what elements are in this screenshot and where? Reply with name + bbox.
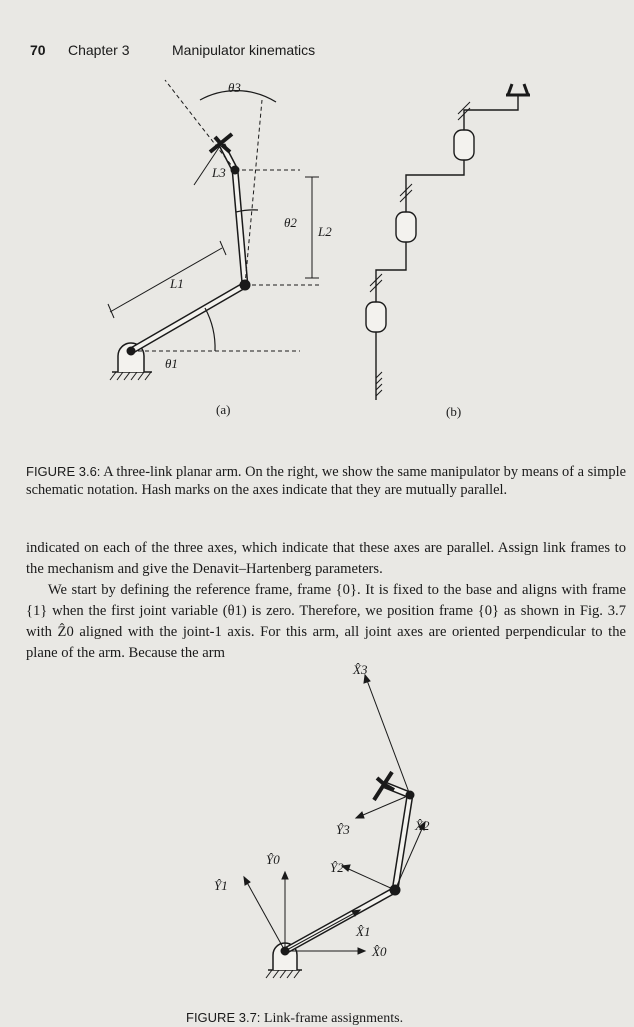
joint-3-cylinder bbox=[454, 130, 474, 160]
label-Y0: Ŷ0 bbox=[266, 852, 280, 867]
section-title: Manipulator kinematics bbox=[172, 42, 316, 58]
label-L2: L2 bbox=[318, 224, 332, 239]
link-1-inner bbox=[131, 285, 245, 351]
link-3-schematic bbox=[464, 95, 518, 130]
label-X2: X̂2 bbox=[415, 818, 430, 833]
frame-3-axes bbox=[356, 675, 410, 818]
theta1-arc bbox=[205, 308, 215, 351]
label-Y3: Ŷ3 bbox=[336, 822, 350, 837]
running-header bbox=[30, 42, 610, 64]
joint-2-cylinder bbox=[396, 212, 416, 242]
figure-3-7-arm bbox=[244, 675, 425, 978]
label-theta2: θ2 bbox=[284, 215, 297, 230]
gripper-schematic bbox=[506, 84, 530, 95]
figure-3-7-caption-label: FIGURE 3.7: bbox=[186, 1010, 261, 1025]
figure-3-6a-three-link-arm bbox=[108, 80, 320, 380]
label-X0: X̂0 bbox=[372, 944, 387, 959]
figure-3-6b-schematic bbox=[366, 84, 530, 400]
figure-3-7-caption-text: Link-frame assignments. bbox=[263, 1011, 404, 1026]
label-L1: L1 bbox=[170, 276, 184, 291]
frame-2-axes bbox=[342, 822, 425, 890]
label-theta3: θ3 bbox=[228, 80, 241, 95]
figure-3-7-caption bbox=[186, 1010, 486, 1027]
page-number: 70 bbox=[30, 42, 46, 58]
label-X3: X̂3 bbox=[353, 662, 368, 677]
figure-3-7 bbox=[0, 640, 634, 1005]
figure-3-6 bbox=[0, 70, 634, 455]
f37-ground-hatch bbox=[266, 970, 300, 978]
axis-1-hatch bbox=[376, 372, 382, 396]
L1-dimension bbox=[110, 248, 222, 312]
label-theta1: θ1 bbox=[165, 356, 178, 371]
parallel-hash-marks bbox=[370, 102, 470, 292]
paragraph-1: indicated on each of the three axes, which indicate that these axes are parallel. Assign link frames to the mechanism and give the Denavit–Hartenberg parameters. bbox=[26, 540, 626, 577]
chapter-label: Chapter 3 bbox=[68, 42, 130, 58]
figure-3-6-caption-text: A three-link planar arm. On the right, we show the same manipulator by means of a simple schematic notation. Hash marks on the axes indicate that they are mutually parallel. bbox=[26, 464, 626, 498]
ground-hatch bbox=[110, 372, 151, 380]
paragraph-2: We start by defining the reference frame, frame {0}. It is fixed to the base and aligns with frame {1} when the first joint variable (θ1) is zero. Therefore, we position frame {0} as shown in Fig. 3.7 with Ẑ0 aligned with the joint-1 axis. For this arm, all joint axes are oriented perpendicular to the plane of the arm. Because the arm bbox=[26, 582, 626, 661]
figure-3-6-caption bbox=[26, 463, 626, 499]
joint-1-cylinder bbox=[366, 302, 386, 332]
label-Y1: Ŷ1 bbox=[214, 878, 228, 893]
sublabel-a: (a) bbox=[216, 402, 231, 417]
label-L3: L3 bbox=[212, 165, 226, 180]
sublabel-b: (b) bbox=[446, 404, 462, 419]
label-Y2: Ŷ2 bbox=[330, 860, 344, 875]
label-X1: X̂1 bbox=[356, 924, 371, 939]
figure-3-6-caption-label: FIGURE 3.6: bbox=[26, 464, 101, 479]
